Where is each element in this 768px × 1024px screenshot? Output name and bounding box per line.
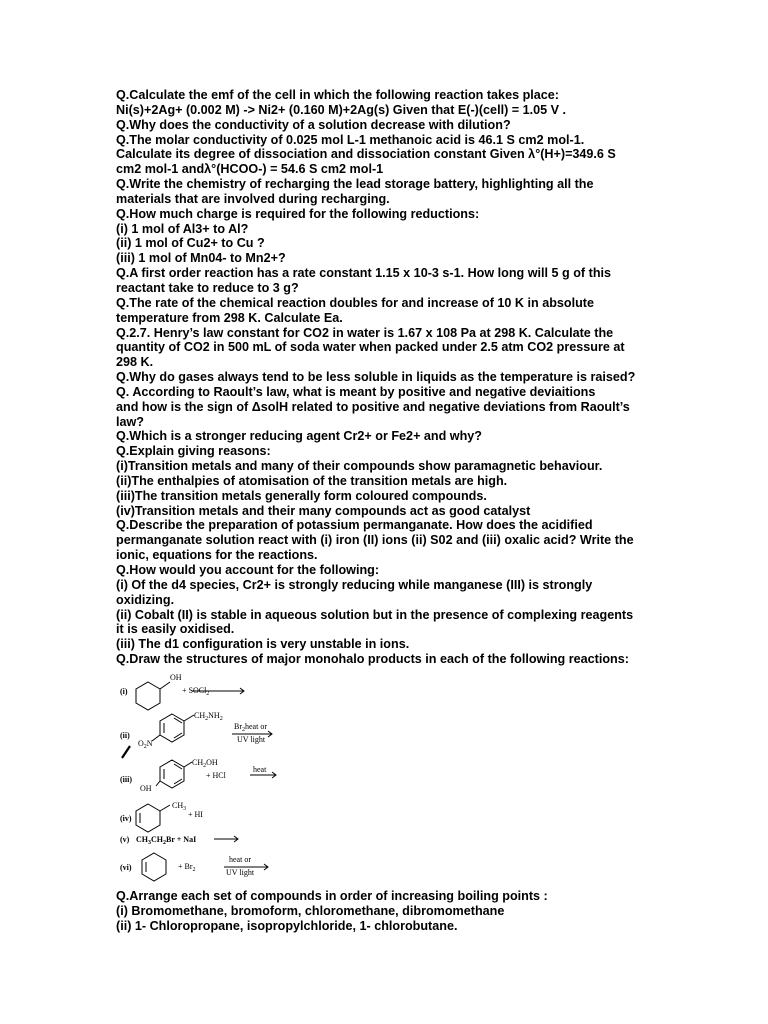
question-text-line: Q. According to Raoult’s law, what is meant by positive and negative deviaitions	[116, 384, 596, 399]
question-text-line: it is easily oxidised.	[116, 622, 235, 637]
question-text-line: Q.2.7. Henry’s law constant for CO2 in water is 1.67 x 108 Pa at 298 K. Calculate the	[116, 325, 614, 340]
reaction-1-number: (i)	[120, 687, 128, 696]
question-text-line: Q.A first order reaction has a rate constant 1.15 x 10-3 s-1. How long will 5 g of this	[116, 266, 612, 281]
reaction-2-condition-top: $Br_2heat$ or	[234, 722, 267, 733]
reaction-6-condition-top: heat or	[229, 855, 251, 864]
question-text-line: (iii) 1 mol of Mn04- to Mn2+?	[116, 251, 286, 266]
question-text-line: Q.Calculate the emf of the cell in which the following reaction takes place:	[116, 88, 559, 102]
question-text-line: Q.How would you account for the following:	[116, 563, 380, 577]
reaction-scheme	[116, 670, 416, 885]
question-text-line: Calculate its degree of dissociation and dissociation constant Given λ°(H+)=349.6 S	[116, 147, 616, 162]
question-text-line: quantity of CO2 in 500 mL of soda water when packed under 2.5 atm CO2 pressure at	[116, 340, 625, 355]
question-text-line: (iv)Transition metals and their many compounds act as good catalyst	[116, 503, 531, 518]
question-text-line: Ni(s)+2Ag+ (0.002 M) -> Ni2+ (0.160 M)+2Ag(s) Given that E(-)(cell) = 1.05 V .	[116, 102, 567, 117]
question-text-line: ionic, equations for the reactions.	[116, 548, 318, 563]
question-text-line: Q.Draw the structures of major monohalo products in each of the following reactions:	[116, 652, 629, 667]
reaction-1-reagent: + SOCl$_2$	[182, 686, 210, 697]
question-text-line: Q.Which is a stronger reducing agent Cr2+ or Fe2+ and why?	[116, 429, 482, 444]
question-text-line: Q.Arrange each set of compounds in order of increasing boiling points :	[116, 889, 548, 903]
reaction-3-group: $CH_2OH$	[192, 758, 218, 769]
question-text-line: Q.How much charge is required for the following reductions:	[116, 206, 480, 221]
reaction-2-substituent: $O_2N$	[138, 739, 153, 750]
question-text-line: (i)Transition metals and many of their compounds show paramagnetic behaviour.	[116, 459, 603, 474]
reaction-5-text: $CH_3CH_2Br$ + NaI	[136, 835, 197, 846]
question-text-line: (iii) The d1 configuration is very unstable in ions.	[116, 637, 410, 652]
question-text-line: law?	[116, 414, 144, 429]
question-text-line: Q.Explain giving reasons:	[116, 444, 271, 459]
reaction-4-reagent: + HI	[188, 810, 203, 819]
reaction-6-reagent: + $Br_2$	[178, 862, 196, 873]
question-text-line: 298 K.	[116, 355, 154, 370]
reaction-5-number: (v)	[120, 835, 130, 844]
question-text-line: materials that are involved during recharging.	[116, 191, 390, 206]
question-text-line: Q.The rate of the chemical reaction doubles for and increase of 10 K in absolute	[116, 295, 594, 310]
questions-block-top	[116, 88, 656, 667]
reaction-2-number: (ii)	[120, 731, 130, 740]
question-text-line: temperature from 298 K. Calculate Ea.	[116, 310, 343, 325]
cyclohexane-ring	[136, 682, 160, 710]
reaction-4-number: (iv)	[120, 814, 132, 823]
question-text-line: Q.Describe the preparation of potassium permanganate. How does the acidified	[116, 518, 593, 533]
question-text-line: Q.Why do gases always tend to be less soluble in liquids as the temperature is raised?	[116, 370, 636, 385]
question-text-line: (ii)The enthalpies of atomisation of the transition metals are high.	[116, 473, 508, 488]
question-text-line: Q.The molar conductivity of 0.025 mol L-1 methanoic acid is 46.1 S cm2 mol-1.	[116, 132, 585, 147]
question-text-line: oxidizing.	[116, 592, 175, 607]
reaction-6-number: (vi)	[120, 863, 132, 872]
reaction-6-condition-bottom: UV light	[226, 868, 255, 877]
question-text-line: (iii)The transition metals generally form coloured compounds.	[116, 488, 487, 503]
question-text-line: (i) Of the d4 species, Cr2+ is strongly reducing while manganese (III) is strongly	[116, 577, 593, 592]
reaction-3-condition-top: heat	[253, 765, 267, 774]
reaction-structures-drawing	[116, 670, 416, 885]
reaction-1-group: OH	[170, 673, 182, 682]
question-text-line: (ii) 1 mol of Cu2+ to Cu ?	[116, 236, 265, 251]
question-text-line: (i) Bromomethane, bromoform, chloromethane, dibromomethane	[116, 903, 505, 918]
question-text-line: reactant take to reduce to 3 g?	[116, 280, 299, 295]
reaction-4-group: $CH_3$	[172, 801, 187, 812]
reaction-3-substituent: OH	[140, 784, 152, 793]
reaction-3-reagent: + HCl	[206, 771, 226, 780]
question-text-line: (ii) 1- Chloropropane, isopropylchloride, 1- chlorobutane.	[116, 918, 458, 933]
question-text-line: and how is the sign of ΔsolH related to positive and negative deviations from Raoult’s	[116, 399, 630, 414]
question-text-line: Q.Write the chemistry of recharging the lead storage battery, highlighting all the	[116, 177, 594, 192]
reaction-2-group: $CH_2NH_2$	[194, 711, 223, 722]
reaction-3-number: (iii)	[120, 775, 132, 784]
question-text-line: (i) 1 mol of Al3+ to Al?	[116, 221, 249, 236]
question-text-line: (ii) Cobalt (II) is stable in aqueous solution but in the presence of complexing reagents	[116, 607, 634, 622]
questions-block-bottom	[116, 889, 656, 934]
question-text-line: Q.Why does the conductivity of a solution decrease with dilution?	[116, 117, 511, 132]
reaction-2-condition-bottom: UV light	[237, 735, 266, 744]
question-text-line: permanganate solution react with (i) iron (II) ions (ii) S02 and (iii) oxalic acid? Write the	[116, 533, 634, 548]
question-text-line: cm2 mol-1 andλ°(HCOO-) = 54.6 S cm2 mol-1	[116, 162, 384, 177]
